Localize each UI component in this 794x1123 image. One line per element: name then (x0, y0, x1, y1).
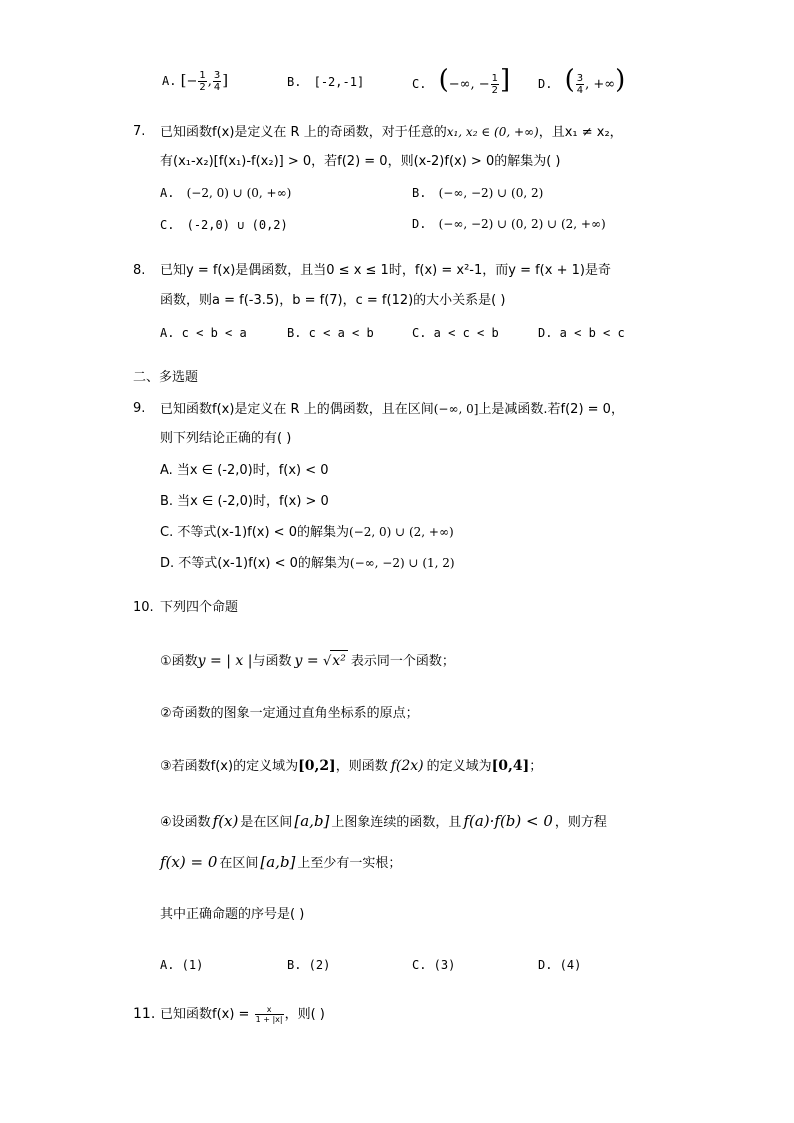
q7-option-b (412, 183, 543, 204)
q7-option-d-label: D. (412, 217, 427, 231)
q8-option-a: A. c < b < a (160, 326, 247, 340)
q6-option-d-paren-close: ) (615, 65, 626, 95)
q10-proposition-4 (160, 811, 607, 833)
q10-option-b: B. (2) (287, 958, 331, 972)
q9-line1 (160, 399, 624, 420)
q8-option-b: B. c < a < b (287, 326, 374, 340)
q11-number: 11. (133, 1006, 156, 1022)
q10-p4-math3: f(a)·f(b) < 0 (463, 812, 553, 830)
q10-option-a: A. (1) (160, 958, 204, 972)
q9-line1-math: (−∞, 0] (433, 402, 479, 416)
q6-option-d-label: D. (538, 77, 553, 91)
q10-p3-text-b: ，则函数 (335, 759, 388, 774)
q9-option-c (160, 522, 454, 543)
q9-option-c-math: (−2, 0) ∪ (2, +∞) (348, 525, 454, 539)
q10-p3-text-d: ； (529, 759, 543, 774)
q6-option-c-frac: $\frac{1}{2}$ (491, 73, 499, 96)
q6-option-a-bracket-close: ] (222, 71, 229, 89)
q10-p1-radicand: x² (330, 650, 348, 671)
q8-line2: 函数，则a = f(-3.5)，b = f(7)，c = f(12)的大小关系是( ) (160, 293, 506, 308)
q9-option-d-text: D. 不等式(x-1)f(x) < 0的解集为 (160, 556, 350, 571)
q8-line1: 已知y = f(x)是偶函数，且当0 ≤ x ≤ 1时，f(x) = x²-1，而y = f(x + 1)是奇 (160, 263, 611, 278)
q11-line (160, 1003, 325, 1027)
q6-option-c (412, 66, 510, 99)
q6-option-b (287, 72, 364, 93)
q6-option-a (162, 70, 228, 93)
q10-option-c: C. (3) (412, 958, 456, 972)
q6-option-a-comma: , (207, 74, 212, 89)
q7-option-a (160, 183, 291, 204)
q6-option-a-minus: − (186, 74, 198, 89)
q9-option-a: A. 当x ∈ (-2,0)时，f(x) < 0 (160, 463, 329, 478)
q10-p3-math1: [0,2] (298, 758, 336, 774)
q6-option-d-frac: $\frac{3}{4}$ (576, 73, 584, 96)
q11-fraction-numerator: x (255, 1005, 284, 1015)
q6-option-c-label: C. (412, 77, 427, 91)
q8-option-d: D. a < b < c (538, 326, 625, 340)
q11-text-a: 已知函数f(x) = (160, 1007, 254, 1022)
q10-p4-text-c: 上图象连续的函数，且 (331, 815, 462, 830)
q6-option-d-paren-open: ( (564, 65, 575, 95)
q7-option-c-value: (-2,0) ∪ (0,2) (186, 218, 288, 232)
q7-option-d (412, 214, 606, 235)
q10-p1-math2 (294, 653, 347, 669)
q7-option-d-value: (−∞, −2) ∪ (0, 2) ∪ (2, +∞) (438, 217, 606, 231)
q10-p4-line2-math2: [a,b] (260, 853, 296, 871)
q10-p4-text-b: 是在区间 (240, 815, 293, 830)
q10-p4-line2-text-b: 上至少有一实根； (297, 856, 402, 871)
q7-option-b-value: (−∞, −2) ∪ (0, 2) (438, 186, 544, 200)
q7-option-c-label: C. (160, 218, 175, 232)
q10-p3-text-c: 的定义域为 (426, 759, 492, 774)
q10-proposition-4-line2 (160, 852, 401, 874)
q10-title: 下列四个命题 (160, 600, 239, 615)
q7-number: 7. (133, 124, 146, 139)
q10-p3-math3: [0,4] (491, 758, 530, 774)
q10-p4-line2-math: f(x) = 0 (160, 853, 218, 871)
q7-option-c (160, 215, 288, 236)
q10-p1-text-b: 与函数 (252, 654, 292, 669)
q10-p1-radical-sign: √ (323, 654, 332, 669)
q11-fraction (255, 1005, 284, 1024)
q7-option-a-value: (−2, 0) ∪ (0, +∞) (186, 186, 292, 200)
q10-question: 其中正确命题的序号是( ) (160, 907, 305, 922)
q6-option-c-text: −∞, − (448, 77, 490, 92)
q10-proposition-3 (160, 756, 542, 777)
q9-option-d-math: (−∞, −2) ∪ (1, 2) (349, 556, 455, 570)
q9-option-b: B. 当x ∈ (-2,0)时，f(x) > 0 (160, 494, 329, 509)
q11-text-b: ，则( ) (284, 1007, 325, 1022)
q7-line2: 有(x₁-x₂)[f(x₁)-f(x₂)] > 0，若f(2) = 0，则(x-2)f(x) > 0的解集为( ) (160, 154, 561, 169)
q6-option-d (538, 66, 625, 99)
q10-p3-text-a: ③若函数f(x)的定义域为 (160, 759, 299, 774)
q10-proposition-2: ②奇函数的图象一定通过直角坐标系的原点； (160, 706, 419, 721)
q10-proposition-1 (160, 650, 455, 672)
q10-number: 10. (133, 600, 154, 615)
q6-option-d-text: , +∞ (585, 77, 616, 92)
q10-p4-math2: [a,b] (294, 812, 330, 830)
q8-option-c: C. a < c < b (412, 326, 499, 340)
q6-option-c-paren-open: ( (438, 65, 449, 95)
q10-p1-text-c: 表示同一个函数； (350, 654, 455, 669)
q10-p4-math1: f(x) (212, 812, 239, 830)
q7-line1-math: x₁, x₂ ∈ (0, +∞) (446, 125, 539, 139)
q10-p4-text-a: ④设函数 (160, 815, 211, 830)
q6-option-a-bracket-open: [ (180, 71, 187, 89)
q9-number: 9. (133, 401, 146, 416)
q10-p1-math1: y = | x | (197, 653, 253, 669)
section-title: 二、多选题 (133, 370, 199, 385)
q10-p3-math2: f(2x) (390, 758, 424, 774)
q9-line1-text-a: 已知函数f(x)是定义在 R 上的偶函数，且在区间 (160, 402, 434, 417)
q11-fraction-denominator: 1 + |x| (255, 1015, 283, 1024)
q10-p1-text-a: ①函数 (160, 654, 198, 669)
q7-line1 (160, 122, 623, 143)
q10-option-d: D. (4) (538, 958, 582, 972)
q6-option-a-label: A. (162, 74, 177, 88)
q6-option-b-label: B. (287, 75, 302, 89)
q10-p4-line2-text-a: 在区间 (219, 856, 259, 871)
q7-option-a-label: A. (160, 186, 175, 200)
q10-p1-math2-lhs: y = (294, 653, 323, 669)
q8-number: 8. (133, 263, 146, 278)
q7-option-b-label: B. (412, 186, 427, 200)
q6-option-c-bracket-close: ] (500, 65, 511, 95)
q6-option-a-frac1: $\frac{1}{2}$ (199, 70, 206, 93)
q10-p4-text-d: ，则方程 (554, 815, 607, 830)
q6-option-a-frac2: $\frac{3}{4}$ (213, 70, 221, 93)
q9-option-d (160, 553, 455, 574)
q6-option-b-value: [-2,-1] (313, 75, 365, 89)
q9-line2: 则下列结论正确的有( ) (160, 431, 292, 446)
q9-option-c-text: C. 不等式(x-1)f(x) < 0的解集为 (160, 525, 349, 540)
q9-line1-text-b: 上是减函数.若f(2) = 0， (478, 402, 624, 417)
q7-line1-text-b: ，且x₁ ≠ x₂， (538, 125, 623, 140)
q7-line1-text-a: 已知函数f(x)是定义在 R 上的奇函数，对于任意的 (160, 125, 447, 140)
